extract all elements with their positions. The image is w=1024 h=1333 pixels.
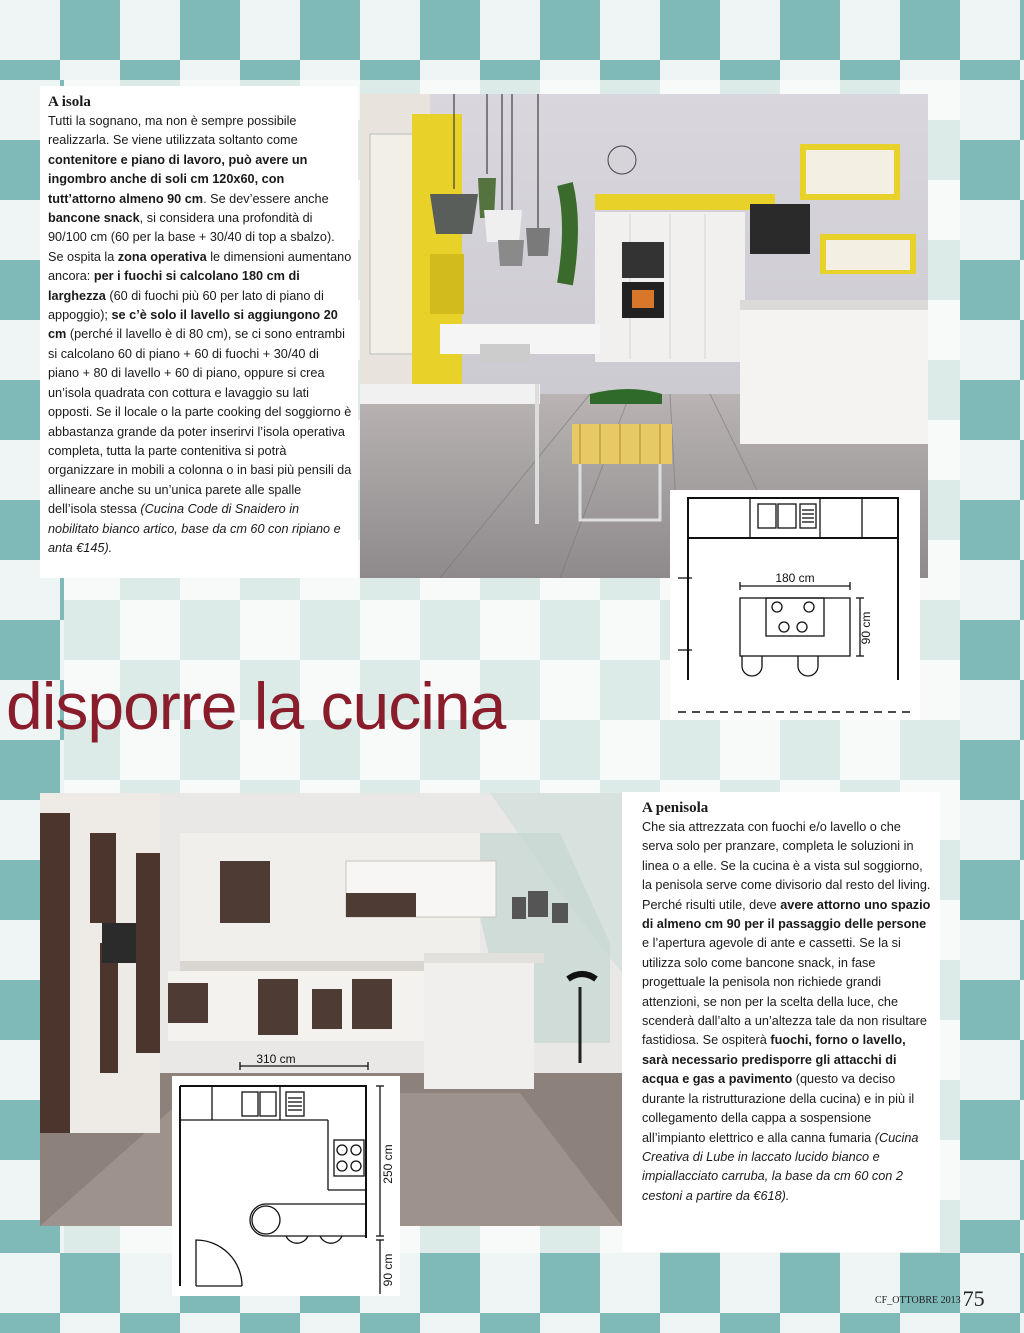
- section-heading-island: A isola: [48, 94, 91, 110]
- text-run: (Cucina Creativa di Lube in laccato lucido bianco e impiallacciato carruba, la base da cm 60 con 2 cestoni a partire da €618).: [642, 1130, 919, 1203]
- text-run: fuochi, forno o lavello, sarà necessario predisporre gli attacchi di acqua e gas a pavimento: [642, 1033, 906, 1087]
- text-run: avere attorno uno spazio di almeno cm 90 per il passaggio delle persone: [642, 897, 931, 932]
- text-run: (perché il lavello è di 80 cm), se ci sono entrambi si calcolano 60 di piano + 60 di fuochi + 30/40 di piano + 80 di lavello + 60 di piano, oppure si crea un’isola quadrata con cottura e lavaggio su lati opposti. Se il locale o la parte cooking del soggiorno è abbastanza grande da poter inserirvi l’isola operativa completa, tutta la parte contenitiva si potrà organizzare in mobili a colonna o in basi più pensili da allineare anche su un’unica parete alle spalle dell’isola stessa: [48, 327, 352, 517]
- peninsula-paragraph: [642, 818, 934, 1206]
- peninsula-text-column: [622, 792, 940, 1252]
- plan-depth-label: 90 cm: [859, 611, 873, 645]
- checker-side-right: [960, 80, 1024, 1253]
- text-run: Tutti la sognano, ma non è sempre possibile realizzarla. Se viene utilizzata soltanto come: [48, 114, 298, 148]
- text-run: contenitore e piano di lavoro, può avere un ingombro anche di soli cm 120x60, con tutt’attorno almeno 90 cm: [48, 152, 308, 206]
- page-footer: [875, 1286, 985, 1312]
- plan-width-label: 310 cm: [256, 1052, 296, 1066]
- island-paragraph: [48, 112, 352, 558]
- plan-depth-label: 250 cm: [381, 1144, 395, 1184]
- page-number: 75: [962, 1286, 985, 1311]
- magazine-issue: CF_OTTOBRE 2013: [875, 1295, 961, 1306]
- text-run: . Se dev’essere anche: [203, 191, 329, 206]
- page-title: disporre la cucina: [6, 669, 506, 743]
- text-run: zona operativa: [117, 249, 207, 264]
- plan-width-label: 180 cm: [775, 571, 815, 585]
- checker-band-top: [0, 0, 1024, 80]
- text-run: bancone snack: [48, 211, 140, 226]
- text-run: (60 di fuochi più 60 per lato di piano di appoggio);: [48, 288, 324, 323]
- island-text-column: [40, 86, 358, 578]
- island-floor-plan: [670, 490, 920, 720]
- checker-band-bottom: [0, 1253, 1024, 1333]
- text-run: Che sia attrezzata con fuochi e/o lavello o che serva solo per pranzare, completa le soluzioni in linea o a elle. Se la cucina è a vista sul soggiorno, la penisola serve come divisorio dal resto del living. Perché risulti utile, deve: [642, 820, 931, 912]
- text-run: e l’apertura agevole di ante e cassetti. Se la si utilizza solo come bancone snack, in fase progettuale la penisola non richiede grandi attenzioni, se non per la scelta della luce, che scenderà dall’alto a un’altezza tale da non risultare fastidiosa. Se ospiterà: [642, 936, 927, 1048]
- text-run: (Cucina Code di Snaidero in nobilitato bianco artico, base da cm 60 con ripiano e anta €145).: [48, 502, 341, 555]
- text-run: per i fuochi si calcolano 180 cm di larghezza: [48, 269, 300, 303]
- text-run: (questo va deciso durante la ristrutturazione della cucina) e in più il collegamento della cappa a sospensione all’impianto elettrico e alla canna fumaria: [642, 1072, 915, 1145]
- peninsula-floor-plan: [168, 1050, 406, 1296]
- text-run: le dimensioni aumentano ancora:: [48, 249, 352, 284]
- section-heading-peninsula: A penisola: [642, 800, 709, 816]
- text-run: se c’è solo il lavello si aggiungono 20 cm: [48, 308, 338, 342]
- plan-aisle-label: 90 cm: [381, 1253, 395, 1287]
- text-run: , si considera una profondità di 90/100 cm (60 per la base + 30/40 di top a sbalzo). Se ospita la: [48, 211, 335, 264]
